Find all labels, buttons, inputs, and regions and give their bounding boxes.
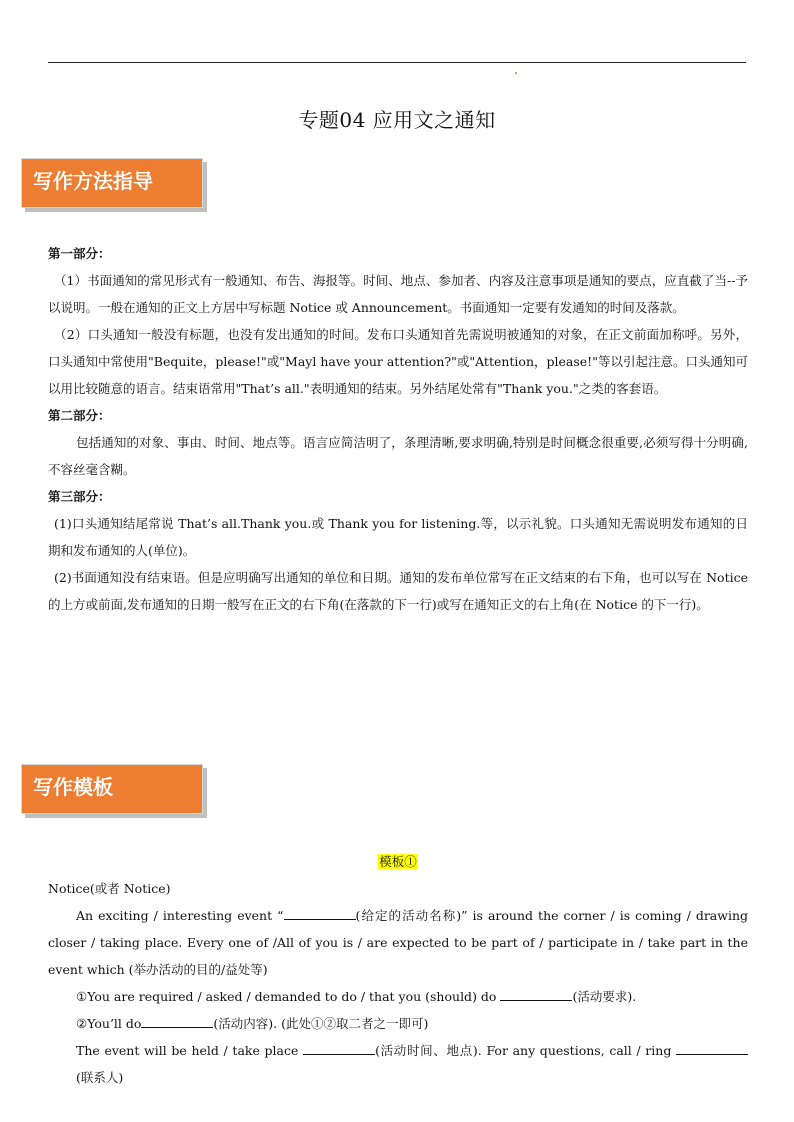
- fill-blank: [676, 1043, 748, 1055]
- template-line-4-a: ②You’ll do: [76, 1016, 142, 1031]
- part1-paragraph-2: （2）口头通知一般没有标题，也没有发出通知的时间。发布口头通知首先需说明被通知的对象，在正文前面加称呼。另外，口头通知中常使用"Bequite，please!"或"Mayl have your attention?"或"Attention，please!"等以引起注意。口头通知可以用比较随意的语言。结束语常用"That’s all."表明通知的结束。另外结尾处常有"Thank you."之类的客套语。: [48, 327, 748, 396]
- header-dot: [515, 72, 517, 74]
- section-tag-template: 写作模板: [21, 764, 203, 814]
- method-section: [48, 240, 748, 618]
- template-section: [48, 848, 748, 1091]
- template-line-5-c: (联系人): [76, 1070, 124, 1085]
- fill-blank: [141, 1016, 213, 1028]
- template-line-5-b: (活动时间、地点). For any questions, call / ring: [375, 1043, 672, 1058]
- template-line-3: [48, 983, 748, 1010]
- fill-blank: [500, 989, 572, 1001]
- page-title: 专题04 应用文之通知: [298, 108, 496, 132]
- template-line-3-a: ①You are required / asked / demanded to do / that you (should) do: [76, 989, 497, 1004]
- template-line-2: [48, 902, 748, 983]
- part3-paragraph-2: (2)书面通知没有结束语。但是应明确写出通知的单位和日期。通知的发布单位常写在正文结束的右下角，也可以写在 Notice 的上方或前面,发布通知的日期一般写在正文的右下角(在落款的下一行)或写在通知正文的右上角(在 Notice 的下一行)。: [48, 570, 748, 612]
- part1-heading: 第一部分：: [48, 246, 111, 261]
- template-label-row: [48, 848, 748, 875]
- template-line-1: Notice(或者 Notice): [48, 881, 171, 896]
- fill-blank: [284, 908, 356, 920]
- header-rule: [48, 62, 746, 63]
- part3-heading: 第三部分：: [48, 489, 111, 504]
- template-line-2-b: (给定的活动名称)” is around the corner / is coming / drawing closer / taking place. Every one of /All of you is / are expected to be part of / participate in / take part in the event which (举办活动的目的/益处等): [48, 908, 748, 977]
- fill-blank: [303, 1043, 375, 1055]
- part3-paragraph-1: (1)口头通知结尾常说 That’s all.Thank you.或 Thank you for listening.等，以示礼貌。口头通知无需说明发布通知的日期和发布通知的人(单位)。: [48, 516, 748, 558]
- template-line-2-a: An exciting / interesting event “: [76, 908, 284, 923]
- template-line-5: [48, 1037, 748, 1091]
- template-line-4-b: (活动内容). (此处①②取二者之一即可): [213, 1016, 429, 1031]
- template-label: 模板①: [379, 854, 417, 869]
- part1-paragraph-1: （1）书面通知的常见形式有一般通知、布告、海报等。时间、地点、参加者、内容及注意事项是通知的要点，应直截了当--予以说明。一般在通知的正文上方居中写标题 Notice 或 Announcement。书面通知一定要有发通知的时间及落款。: [48, 273, 748, 315]
- template-line-4: [48, 1010, 748, 1037]
- part2-paragraph-1: 包括通知的对象、事由、时间、地点等。语言应简洁明了，条理清晰,要求明确,特别是时间概念很重要,必须写得十分明确,不容丝毫含糊。: [48, 435, 748, 477]
- part2-heading: 第二部分：: [48, 408, 111, 423]
- template-line-3-b: (活动要求).: [572, 989, 637, 1004]
- section-tag-method: 写作方法指导: [21, 158, 203, 208]
- template-line-5-a: The event will be held / take place: [76, 1043, 299, 1058]
